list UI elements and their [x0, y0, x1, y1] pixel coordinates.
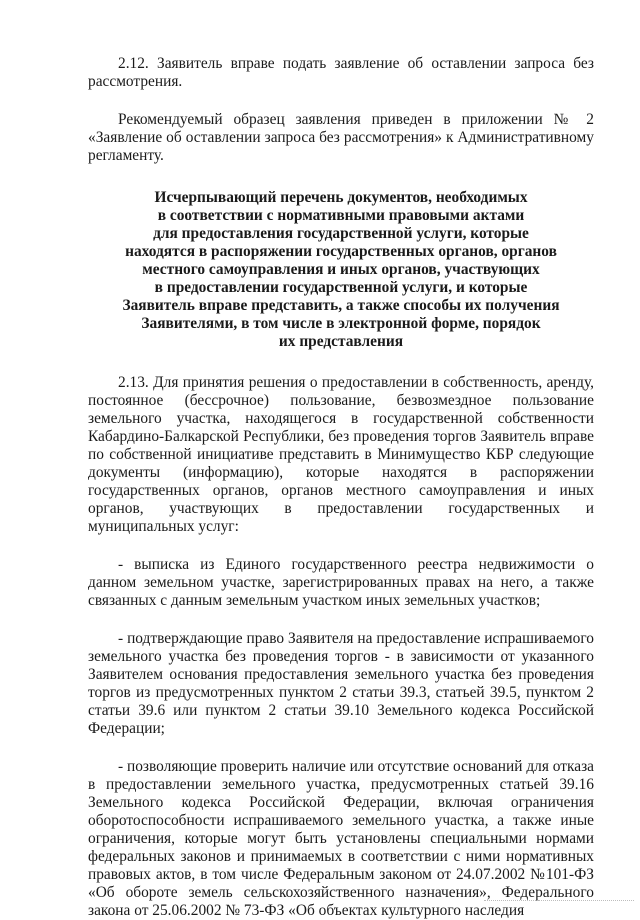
paragraph-2-12: 2.12. Заявитель вправе подать заявление об оставлении запроса без рассмотрения. [88, 55, 594, 90]
paragraph-2-13: 2.13. Для принятия решения о предоставлении в собственность, аренду, постоянное (бессрочное) пользование, безвозмездное пользование земельного участка, находящегося в государственной собственности Кабардино-Балкарской Республики, без проведения торгов Заявитель вправе по собственной инициативе представить в Минимущество КБР следующие документы (информацию), которые находятся в распоряжении государственных органов, органов местного самоуправления и иных органов, участвующих в предоставлении государственных и муниципальных услуг: [88, 374, 594, 535]
scan-edge-mark [484, 900, 634, 903]
heading-line: для предоставления государственной услуги, которые [153, 225, 529, 242]
heading-line: в предоставлении государственной услуги, и которые [154, 279, 528, 296]
heading-line: местного самоуправления и иных органов, участвующих [142, 261, 540, 278]
heading-line: их представления [278, 333, 404, 350]
document-page [88, 55, 594, 920]
heading-line: Исчерпывающий перечень документов, необходимых [154, 189, 528, 206]
list-item-egrn-extract: - выписка из Единого государственного реестра недвижимости о данном земельном участке, зарегистрированных правах на него, а также связанных с данным земельным участком иных земельных участков; [88, 556, 594, 609]
section-heading [88, 189, 594, 351]
paragraph-sample-reference: Рекомендуемый образец заявления приведен в приложении № 2 «Заявление об оставлении запроса без рассмотрения» к Административному регламенту. [88, 111, 594, 164]
heading-line: находятся в распоряжении государственных органов, органов [125, 243, 557, 260]
heading-line: Заявитель вправе представить, а также способы их получения [122, 297, 560, 314]
list-item-verification-documents: - позволяющие проверить наличие или отсутствие оснований для отказа в предоставлении земельного участка, предусмотренных статьей 39.16 Земельного кодекса Российской Федерации, включая ограничения оборотоспособности испрашиваемого земельного участка, а также иные ограничения, которые могут быть установлены специальными нормами федеральных законов и принимаемых в соответствии с ними нормативных правовых актов, в том числе Федеральным законом от 24.07.2002 №101-ФЗ «Об обороте земель сельскохозяйственного назначения», Федерального закона от 25.06.2002 № 73-ФЗ «Об объектах культурного наследия [88, 758, 594, 919]
list-item-confirming-documents: - подтверждающие право Заявителя на предоставление испрашиваемого земельного участка без проведения торгов - в зависимости от указанного Заявителем основания предоставления земельного участка без проведения торгов из предусмотренных пунктом 2 статьи 39.3, статьей 39.5, пунктом 2 статьи 39.6 или пунктом 2 статьи 39.10 Земельного кодекса Российской Федерации; [88, 630, 594, 737]
heading-line: Заявителями, в том числе в электронной форме, порядок [141, 315, 541, 332]
heading-line: в соответствии с нормативными правовыми актами [157, 207, 525, 224]
